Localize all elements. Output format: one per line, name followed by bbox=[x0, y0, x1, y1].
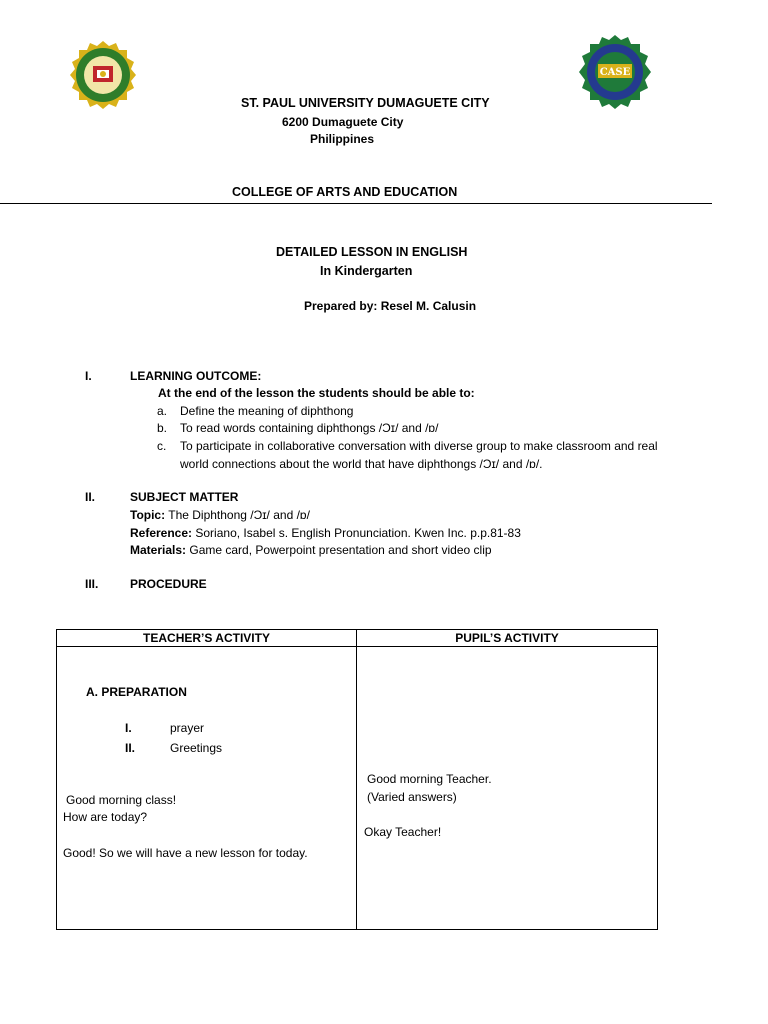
section-three-numeral: III. bbox=[85, 577, 99, 591]
topic-row bbox=[130, 508, 310, 523]
pupil-reply-3: Okay Teacher! bbox=[364, 825, 442, 839]
outcome-c-continuation: world connections about the world that have diphthongs /Ɔɪ/ and /ɒ/. bbox=[180, 457, 543, 471]
prepared-by: Prepared by: Resel M. Calusin bbox=[304, 299, 477, 313]
step-2-numeral: II. bbox=[125, 741, 136, 755]
section-two-heading: SUBJECT MATTER bbox=[130, 490, 239, 504]
header-divider bbox=[0, 203, 712, 204]
outcome-b-marker: b. bbox=[157, 421, 168, 435]
pupil-reply-2: (Varied answers) bbox=[367, 790, 457, 804]
section-two-numeral: II. bbox=[85, 490, 96, 504]
reference-row bbox=[130, 526, 521, 541]
pupil-activity-header: PUPIL’S ACTIVITY bbox=[357, 630, 658, 647]
topic-label: Topic: bbox=[130, 508, 166, 522]
case-seal-text: CASE bbox=[599, 67, 631, 78]
teacher-closing: Good! So we will have a new lesson for today. bbox=[63, 846, 308, 860]
college-name: COLLEGE OF ARTS AND EDUCATION bbox=[232, 185, 458, 199]
materials-value: Game card, Powerpoint presentation and short video clip bbox=[189, 543, 492, 557]
university-name: ST. PAUL UNIVERSITY DUMAGUETE CITY bbox=[241, 96, 490, 110]
section-one-heading: LEARNING OUTCOME: bbox=[130, 369, 262, 383]
reference-value: Soriano, Isabel s. English Pronunciation. Kwen Inc. p.p.81-83 bbox=[195, 526, 521, 540]
reference-label: Reference: bbox=[130, 526, 193, 540]
teacher-activity-cell bbox=[57, 647, 357, 930]
case-college-seal-logo bbox=[574, 34, 656, 110]
pupil-reply-1: Good morning Teacher. bbox=[367, 772, 492, 786]
teacher-question: How are today? bbox=[63, 810, 148, 824]
topic-value: The Diphthong /Ɔɪ/ and /ɒ/ bbox=[168, 508, 310, 522]
section-one-intro: At the end of the lesson the students should be able to: bbox=[158, 386, 475, 400]
step-1-text: prayer bbox=[170, 721, 205, 735]
activity-table bbox=[56, 629, 658, 930]
materials-row bbox=[130, 543, 492, 558]
step-1-numeral: I. bbox=[125, 721, 132, 735]
teacher-activity-header: TEACHER’S ACTIVITY bbox=[57, 630, 357, 647]
preparation-label: A. PREPARATION bbox=[86, 685, 187, 699]
outcome-c-text: To participate in collaborative conversation with diverse group to make classroom and real bbox=[180, 439, 658, 453]
outcome-a-marker: a. bbox=[157, 404, 168, 418]
outcome-b-text: To read words containing diphthongs /Ɔɪ/ and /ɒ/ bbox=[180, 421, 439, 435]
step-2-text: Greetings bbox=[170, 741, 223, 755]
section-three-heading: PROCEDURE bbox=[130, 577, 207, 591]
outcome-c-marker: c. bbox=[157, 439, 167, 453]
materials-label: Materials: bbox=[130, 543, 187, 557]
lesson-subtitle: In Kindergarten bbox=[320, 264, 413, 278]
pupil-activity-cell bbox=[357, 647, 658, 930]
teacher-greeting: Good morning class! bbox=[66, 793, 177, 807]
section-one-numeral: I. bbox=[85, 369, 92, 383]
lesson-title: DETAILED LESSON IN ENGLISH bbox=[276, 245, 468, 259]
university-seal-logo bbox=[66, 40, 140, 110]
outcome-a-text: Define the meaning of diphthong bbox=[180, 404, 354, 418]
address-line-2: Philippines bbox=[310, 132, 375, 146]
address-line-1: 6200 Dumaguete City bbox=[282, 115, 404, 129]
